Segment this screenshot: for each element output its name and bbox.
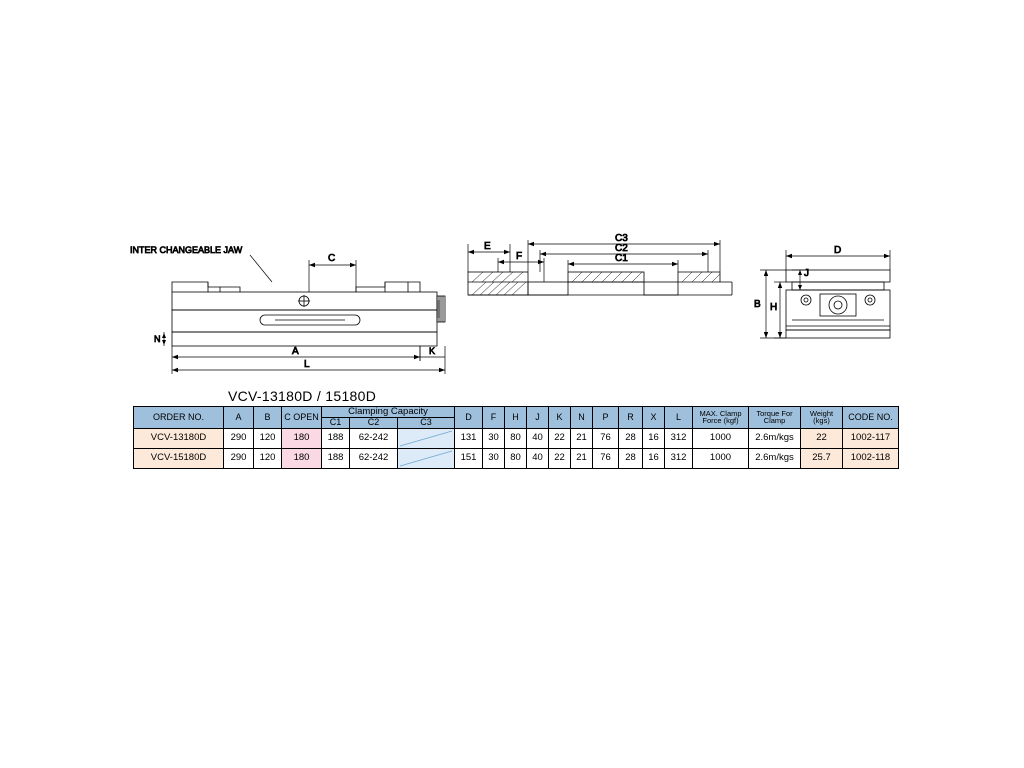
dim-label-c: C xyxy=(328,253,336,264)
dim-label-c2: C2 xyxy=(615,243,628,254)
cell-l: 312 xyxy=(665,448,693,468)
cell-k: 22 xyxy=(549,448,571,468)
header-n: N xyxy=(571,407,593,429)
hatch-icon xyxy=(398,449,454,468)
cell-j: 40 xyxy=(527,428,549,448)
cell-d: 131 xyxy=(455,428,483,448)
cell-c-open: 180 xyxy=(282,428,322,448)
dim-label-f: F xyxy=(516,251,523,262)
cell-p: 76 xyxy=(593,428,619,448)
technical-drawings xyxy=(120,230,910,385)
cell-c-open: 180 xyxy=(282,448,322,468)
cell-r: 28 xyxy=(619,428,643,448)
dim-label-h: H xyxy=(770,302,778,313)
dim-label-d: D xyxy=(834,245,842,256)
header-b: B xyxy=(254,407,282,429)
cell-f: 30 xyxy=(483,448,505,468)
header-c2: C2 xyxy=(350,418,398,429)
cell-l: 312 xyxy=(665,428,693,448)
cell-torque-for-clamp: 2.6m/kgs xyxy=(749,448,801,468)
cell-a: 290 xyxy=(224,428,254,448)
cell-n: 21 xyxy=(571,448,593,468)
cell-order-no: VCV-13180D xyxy=(134,428,224,448)
dim-label-l: L xyxy=(304,359,310,370)
header-c1: C1 xyxy=(322,418,350,429)
dim-c xyxy=(309,260,356,292)
table-header-row-1 xyxy=(134,407,899,418)
table-row xyxy=(134,448,899,468)
header-code-no: CODE NO. xyxy=(843,407,899,429)
header-h: H xyxy=(505,407,527,429)
header-order-no: ORDER NO. xyxy=(134,407,224,429)
header-x: X xyxy=(643,407,665,429)
header-f: F xyxy=(483,407,505,429)
header-clamping-capacity: Clamping Capacity xyxy=(322,407,455,418)
cell-r: 28 xyxy=(619,448,643,468)
header-max-clamp-force: MAX. Clamp Force (kgf) xyxy=(693,407,749,429)
cell-k: 22 xyxy=(549,428,571,448)
dim-label-n: N xyxy=(154,334,161,344)
drawings-svg xyxy=(120,230,910,385)
top-view-body xyxy=(468,272,732,295)
header-a: A xyxy=(224,407,254,429)
cell-f: 30 xyxy=(483,428,505,448)
cell-c3 xyxy=(398,428,455,448)
header-p: P xyxy=(593,407,619,429)
cell-order-no: VCV-15180D xyxy=(134,448,224,468)
cell-h: 80 xyxy=(505,448,527,468)
header-torque-for-clamp: Torque For Clamp xyxy=(749,407,801,429)
cell-n: 21 xyxy=(571,428,593,448)
cell-weight: 22 xyxy=(801,428,843,448)
cell-b: 120 xyxy=(254,448,282,468)
cell-weight: 25.7 xyxy=(801,448,843,468)
cell-c1: 188 xyxy=(322,428,350,448)
side-view-body xyxy=(786,270,890,338)
dim-label-c1: C1 xyxy=(615,253,628,264)
table-row xyxy=(134,428,899,448)
cell-code-no: 1002-118 xyxy=(843,448,899,468)
dim-label-a: A xyxy=(292,346,299,357)
cell-p: 76 xyxy=(593,448,619,468)
cell-c2: 62-242 xyxy=(350,448,398,468)
cell-j: 40 xyxy=(527,448,549,468)
dim-label-k: K xyxy=(429,346,436,356)
cell-c1: 188 xyxy=(322,448,350,468)
hatch-icon xyxy=(398,429,454,448)
cell-c3 xyxy=(398,448,455,468)
header-c-open: C OPEN xyxy=(282,407,322,429)
cell-a: 290 xyxy=(224,448,254,468)
header-r: R xyxy=(619,407,643,429)
cell-h: 80 xyxy=(505,428,527,448)
cell-x: 16 xyxy=(643,428,665,448)
spec-table xyxy=(133,406,899,469)
cell-max-clamp-force: 1000 xyxy=(693,428,749,448)
dim-label-b: B xyxy=(754,299,761,310)
cell-torque-for-clamp: 2.6m/kgs xyxy=(749,428,801,448)
cell-max-clamp-force: 1000 xyxy=(693,448,749,468)
cell-x: 16 xyxy=(643,448,665,468)
dim-label-e: E xyxy=(484,241,491,252)
leader-interchangeable-jaw xyxy=(250,255,272,282)
header-d: D xyxy=(455,407,483,429)
header-c3: C3 xyxy=(398,418,455,429)
model-caption: VCV-13180D / 15180D xyxy=(228,388,377,404)
note-interchangeable-jaw: INTER CHANGEABLE JAW xyxy=(130,245,243,255)
cell-b: 120 xyxy=(254,428,282,448)
dim-n xyxy=(162,332,166,346)
header-weight: Weight (kgs) xyxy=(801,407,843,429)
cell-code-no: 1002-117 xyxy=(843,428,899,448)
front-view-body xyxy=(172,282,445,346)
cell-d: 151 xyxy=(455,448,483,468)
header-l: L xyxy=(665,407,693,429)
dim-label-j: J xyxy=(804,268,809,279)
header-j: J xyxy=(527,407,549,429)
spec-table-wrapper xyxy=(133,406,899,469)
cell-c2: 62-242 xyxy=(350,428,398,448)
header-k: K xyxy=(549,407,571,429)
dim-label-c3: C3 xyxy=(615,233,628,244)
